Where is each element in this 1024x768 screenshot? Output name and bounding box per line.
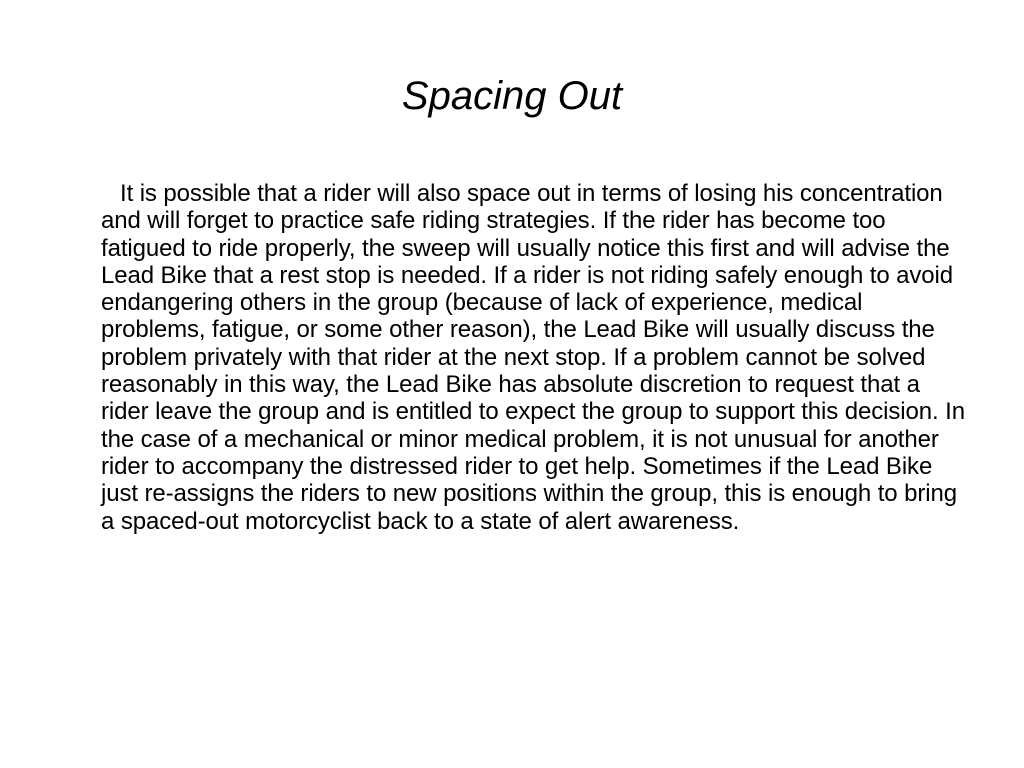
slide-title: Spacing Out [401,74,623,118]
slide-body-text: It is possible that a rider will also space out in terms of losing his concentration and will forget to practice safe riding strategies. If the rider has become too fatigued to ride properly, the sweep will usually notice this first and will advise the Lead Bike that a rest stop is needed. If a rider is not riding safely enough to avoid endangering others in the group (because of lack of experience, medical problems, fatigue, or some other reason), the Lead Bike will usually discuss the problem privately with that rider at the next stop. If a problem cannot be solved reasonably in this way, the Lead Bike has absolute discretion to request that a rider leave the group and is entitled to expect the group to support this decision. In the case of a mechanical or minor medical problem, it is not unusual for another rider to accompany the distressed rider to get help. Sometimes if the Lead Bike just re-assigns the riders to new positions within the group, this is enough to bring a spaced-out motorcyclist back to a state of alert awareness. [101,180,965,535]
